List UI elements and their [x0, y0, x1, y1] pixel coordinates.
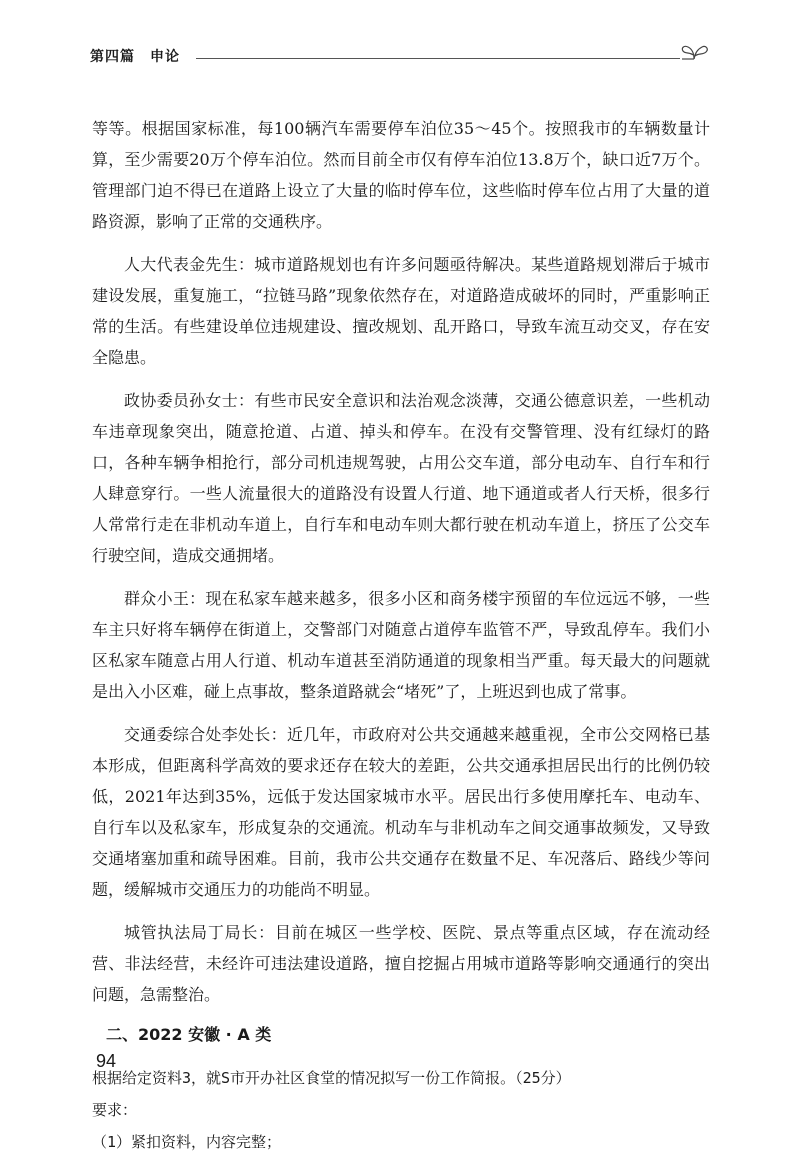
page-header	[90, 40, 710, 70]
paragraph-director-li: 交通委综合处李处长：近几年，市政府对公共交通越来越重视，全市公交网格已基本形成，但距离科学高效的要求还存在较大的差距，公共交通承担居民出行的比例仍较低，2021年达到35%，远低于发达国家城市水平。居民出行多使用摩托车、电动车、自行车以及私家车，形成复杂的交通流。机动车与非机动车之间交通事故频发，又导致交通堵塞加重和疏导困难。目前，我市公共交通存在数量不足、车况落后、路线少等问题，缓解城市交通压力的功能尚不明显。	[92, 725, 710, 899]
requirement-item: （1）紧扣资料，内容完整；	[92, 1133, 282, 1151]
paragraph-director-ding: 城管执法局丁局长：目前在城区一些学校、医院、景点等重点区域，存在流动经营、非法经营，未经许可违法建设道路，擅自挖掘占用城市道路等影响交通通行的突出问题，急需整治。	[92, 923, 710, 1004]
paragraph-resident-wang: 群众小王：现在私家车越来越多，很多小区和商务楼宇预留的车位远远不够，一些车主只好将车辆停在街道上，交警部门对随意占道停车监管不严，导致乱停车。我们小区私家车随意占用人行道、机动车道甚至消防通道的现象相当严重。每天最大的问题就是出入小区难，碰上点事故，整条道路就会“堵死”了，上班迟到也成了常事。	[92, 589, 710, 701]
sprout-icon	[678, 40, 710, 70]
page-number: 94	[96, 1051, 117, 1071]
paragraph-parking: 等等。根据国家标准，每100辆汽车需要停车泊位35～45个。按照我市的车辆数量计算，至少需要20万个停车泊位。然而目前全市仅有停车泊位13.8万个，缺口近7万个。管理部门迫不得已在道路上设立了大量的临时停车位，这些临时停车位占用了大量的道路资源，影响了正常的交通秩序。	[92, 119, 710, 231]
paragraph-member-sun: 政协委员孙女士：有些市民安全意识和法治观念淡薄，交通公德意识差，一些机动车违章现象突出，随意抢道、占道、掉头和停车。在没有交警管理、没有红绿灯的路口，各种车辆争相抢行，部分司机违规驾驶，占用公交车道，部分电动车、自行车和行人肆意穿行。一些人流量很大的道路没有设置人行道、地下通道或者人行天桥，很多行人常常行走在非机动车道上，自行车和电动车则大都行驶在机动车道上，挤压了公交车行驶空间，造成交通拥堵。	[92, 391, 710, 565]
header-rule	[196, 58, 680, 59]
section-title: 二、2022 安徽 · A 类	[106, 1025, 272, 1044]
paragraph-deputy-jin: 人大代表金先生：城市道路规划也有许多问题亟待解决。某些道路规划滞后于城市建设发展，重复施工，“拉链马路”现象依然存在，对道路造成破坏的同时，严重影响正常的生活。有些建设单位违规建设、擅改规划、乱开路口，导致车流互动交叉，存在安全隐患。	[92, 255, 710, 367]
task-instruction: 根据给定资料3，就S市开办社区食堂的情况拟写一份工作简报。（25分）	[92, 1069, 571, 1087]
header-label: 第四篇 申论	[90, 49, 180, 65]
requirements-label: 要求：	[92, 1101, 138, 1119]
main-content	[92, 113, 710, 1158]
